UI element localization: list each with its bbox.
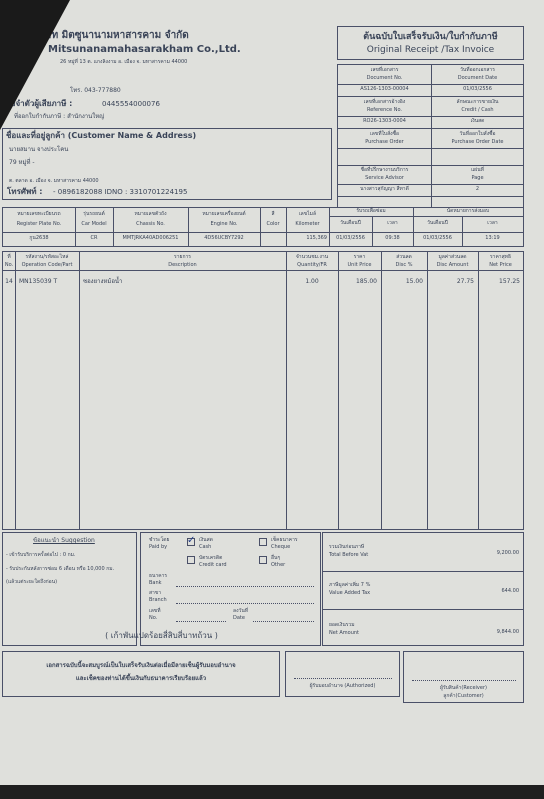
- ref-label-th: เลขที่เอกสารอ้างอิง: [363, 99, 406, 105]
- item-price: 185.00: [356, 278, 377, 285]
- other-th: อื่นๆ: [271, 555, 281, 561]
- net-label-th: ยอดเงินรวม: [329, 622, 355, 628]
- item-h5-th: ส่วนลด: [396, 254, 412, 260]
- bank-th: ธนาคาร: [149, 573, 168, 579]
- veh-h2-th: หมายเลขตัวถัง: [134, 211, 167, 217]
- item-h7-th: ราคาสุทธิ: [489, 254, 512, 260]
- customer-tel-label: โทรศัพท์ :: [7, 187, 43, 196]
- sale-type: เงินสด: [470, 118, 485, 124]
- item-h1-en: Operation Code/Part: [21, 262, 73, 268]
- page-label-en: Page: [471, 175, 484, 181]
- receive-date: 01/03/2556: [336, 235, 365, 241]
- vehicle-table: [2, 207, 524, 247]
- doc-date-label-en: Document Date: [457, 75, 498, 81]
- item-h0-th: ที่: [7, 254, 11, 260]
- cash-en: Cash: [199, 544, 212, 550]
- other-en: Other: [271, 562, 286, 568]
- page-label-th: แผ่นที่: [471, 167, 484, 173]
- vat-amount: 644.00: [501, 588, 519, 594]
- suggestion-3: (แล้วแต่ระยะใดถึงก่อน): [6, 579, 58, 585]
- veh-model: CR: [90, 235, 98, 241]
- ref-no: RO26-1303-0004: [363, 118, 406, 124]
- branch-th: สาขา: [149, 590, 162, 596]
- customer-name: นายสมาน จางประโคน: [9, 146, 69, 153]
- veh-chassis: MMTJRKA40AD006251: [122, 235, 179, 241]
- doc-date-label-th: วันที่ออกเอกสาร: [460, 67, 495, 73]
- item-h2-th: รายการ: [174, 254, 191, 260]
- authorized-signature-box: [285, 651, 400, 697]
- title-th: ต้นฉบับใบเสร็จรับเงิน/ใบกำกับภาษี: [363, 32, 498, 42]
- page-number: 2: [475, 186, 480, 192]
- veh-h0-th: หมายเลขทะเบียนรถ: [17, 211, 61, 217]
- advisor-name: นางสาวสุกัญญา สีทาดี: [360, 186, 409, 192]
- receive-label: รับรถเพื่อซ่อม: [356, 208, 386, 214]
- bank-en: Bank: [149, 580, 162, 586]
- notes-box: [2, 651, 280, 697]
- no-en: No.: [149, 615, 158, 621]
- veh-km: 115,369: [306, 235, 327, 241]
- authorized-label: ผู้รับมอบอำนาจ (Authorized): [309, 683, 376, 689]
- veh-h1-th: รุ่นรถยนต์: [83, 211, 105, 217]
- company-name-th: ษัท มิตซูนานามหาสารคาม จำกัด: [45, 30, 189, 41]
- veh-h1-en: Car Model: [81, 221, 107, 227]
- po-label-th: เลขที่ใบสั่งซื้อ: [370, 131, 399, 137]
- credit-checkbox[interactable]: [187, 556, 195, 564]
- total-label-th: รวมเงินก่อนภาษี: [329, 544, 365, 550]
- paid-by-en: Paid by: [149, 544, 168, 550]
- advisor-label-th: ชื่อที่ปรึกษางานบริการ: [360, 167, 409, 173]
- item-disc-amount: 27.75: [456, 278, 474, 285]
- advisor-label-en: Service Advisor: [365, 175, 404, 181]
- amount-in-words: ( เก้าพันแปดร้อยสี่สิบสี่บาทถ้วน ): [105, 631, 218, 640]
- deliver-time: 13:19: [485, 235, 500, 241]
- ref-label-en: Reference No.: [366, 107, 403, 113]
- company-name-en: Mitsunanamahasarakham Co.,Ltd.: [48, 44, 241, 55]
- deliver-time-label: เวลา: [487, 220, 498, 226]
- suggestion-box: [2, 532, 137, 646]
- sale-label-th: ลักษณะการขายเงิน: [456, 99, 499, 105]
- deliver-date: 01/03/2556: [423, 235, 452, 241]
- cheque-en: Cheque: [271, 544, 291, 550]
- customer-addr2: ต. ตลาด อ. เมือง จ. มหาสารคาม 44000: [9, 178, 99, 184]
- sale-label-en: Credit / Cash: [461, 107, 494, 113]
- item-h4-th: ราคา: [353, 254, 366, 260]
- vat-label-th: ภาษีมูลค่าเพิ่ม 7 %: [329, 582, 371, 588]
- veh-h3-en: Engine No.: [210, 221, 238, 227]
- item-h3-en: Quantity/FR: [297, 262, 327, 268]
- suggestion-2: - รับประกันหลังการซ่อม 6 เดือน หรือ 10,000 กม.: [6, 566, 115, 572]
- item-h3-th: จำนวนชม.งาน: [295, 254, 329, 260]
- veh-h2-en: Chassis No.: [136, 221, 165, 227]
- veh-plate: กูน2638: [29, 235, 49, 241]
- deliver-date-label: วันเดือนปี: [427, 220, 448, 226]
- receiver-label: ผู้รับสินค้า(Receiver): [440, 685, 487, 691]
- title-en: Original Receipt /Tax Invoice: [366, 45, 495, 55]
- total-label-en: Total Before Vat: [329, 552, 369, 558]
- check-mark-icon: ✓: [187, 535, 196, 546]
- item-qty: 1.00: [305, 278, 319, 285]
- item-h6-en: Disc Amount: [436, 262, 469, 268]
- item-desc: ซองยางหม้อน้ำ: [83, 278, 123, 285]
- po-date-label-en: Purchase Order Date: [451, 139, 504, 145]
- deliver-label: นัดหมายการส่งมอบ: [446, 208, 490, 214]
- net-amount: 9,844.00: [496, 629, 519, 635]
- branch-en: Branch: [149, 597, 167, 603]
- doc-no-label-en: Document No.: [366, 75, 403, 81]
- veh-engine: 4D56UCBY7292: [204, 235, 244, 241]
- date-en: Date: [233, 615, 245, 621]
- no-th: เลขที่: [149, 608, 161, 614]
- veh-h5-en: Kilometer: [295, 221, 320, 227]
- receive-time: 09:38: [385, 235, 400, 241]
- payment-box: [140, 532, 321, 646]
- item-h0-en: No.: [4, 262, 14, 268]
- totals-box: [322, 532, 524, 646]
- receive-date-label: วันเดือนปี: [340, 220, 361, 226]
- doc-info-grid: [337, 64, 524, 208]
- item-h6-th: มูลค่าส่วนลด: [438, 254, 467, 260]
- customer-addr1: 79 หมู่ที่ -: [9, 159, 35, 166]
- veh-h5-th: เลขไมล์: [298, 211, 317, 217]
- po-label-en: Purchase Order: [365, 139, 404, 145]
- customer-box: [2, 128, 332, 200]
- suggestion-label: ข้อแนะนำ Suggestion: [33, 537, 95, 544]
- doc-no: AS126-1303-00004: [360, 86, 409, 92]
- item-code: MN135039 T: [19, 278, 58, 285]
- po-date-label-th: วันที่ออกใบสั่งซื้อ: [459, 131, 496, 137]
- branch-label: ที่ออกใบกำกับภาษี : สำนักงานใหญ่: [14, 113, 105, 120]
- veh-h4-th: สี: [271, 211, 275, 217]
- other-checkbox[interactable]: [259, 556, 267, 564]
- note-line-2: และเช็คของท่านได้ขึ้นเงินกับธนาคารเรียบร้อยแล้ว: [75, 675, 207, 682]
- note-line-1: เอกสารฉบับนี้จะสมบูรณ์เป็นใบเสร็จรับเงินต่อเมื่อมีลายเซ็นผู้รับมอบอำนาจ: [46, 662, 236, 669]
- veh-h0-en: Register Plate No.: [16, 221, 62, 227]
- item-h2-en: Description: [168, 262, 197, 268]
- cheque-th: เช็คธนาคาร: [271, 537, 298, 543]
- date-th: ลงวันที่: [233, 608, 249, 614]
- net-label-en: Net Amount: [329, 630, 360, 636]
- background-edge: [0, 785, 544, 799]
- cash-th: เงินสด: [199, 537, 213, 543]
- doc-date: 01/03/2556: [463, 86, 492, 92]
- credit-en: Credit card: [199, 562, 227, 568]
- folded-corner-shadow: [0, 0, 73, 130]
- doc-no-label-th: เลขที่เอกสาร: [370, 67, 399, 73]
- item-disc: 15.00: [405, 278, 423, 285]
- paid-by-th: ชำระโดย: [149, 537, 170, 543]
- credit-th: บัตรเครดิต: [199, 555, 223, 561]
- item-h5-en: Disc %: [395, 262, 413, 268]
- item-no: 14: [5, 278, 13, 285]
- vat-label-en: Value Added Tax: [329, 590, 371, 596]
- title-box: [337, 26, 524, 60]
- item-net-price: 157.25: [499, 278, 520, 285]
- veh-h4-en: Color: [266, 221, 280, 227]
- receive-time-label: เวลา: [387, 220, 398, 226]
- customer-label: ชื่อและที่อยู่ลูกค้า (Customer Name & Address): [6, 131, 197, 140]
- items-table: [2, 251, 524, 530]
- total-before-vat: 9,200.00: [496, 550, 519, 556]
- tax-label: ขจำตัวผู้เสียภาษี :: [10, 99, 73, 108]
- item-h4-en: Unit Price: [347, 262, 372, 268]
- company-tel: โทร. 043-777880: [70, 87, 121, 94]
- item-h1-th: รหัสงาน/รหัสอะไหล่: [25, 254, 69, 260]
- receiver-signature-box: [403, 651, 524, 703]
- item-h7-en: Net Price: [489, 262, 512, 268]
- company-address: 26 หมู่ที่ 13 ต. แกงลิงงาม อ. เมือง จ. มหาสารคาม 44000: [60, 59, 188, 65]
- cheque-checkbox[interactable]: [259, 538, 267, 546]
- customer-signature-label: ลูกค้า(Customer): [443, 693, 484, 699]
- customer-tel: - 0896182088 IDNO : 3310701224195: [53, 188, 188, 196]
- tax-id: 0445554000076: [102, 100, 160, 108]
- veh-h3-th: หมายเลขเครื่องยนต์: [202, 211, 246, 217]
- suggestion-1: - เข้ารับบริการครั้งต่อไป : 0 กม.: [6, 552, 76, 558]
